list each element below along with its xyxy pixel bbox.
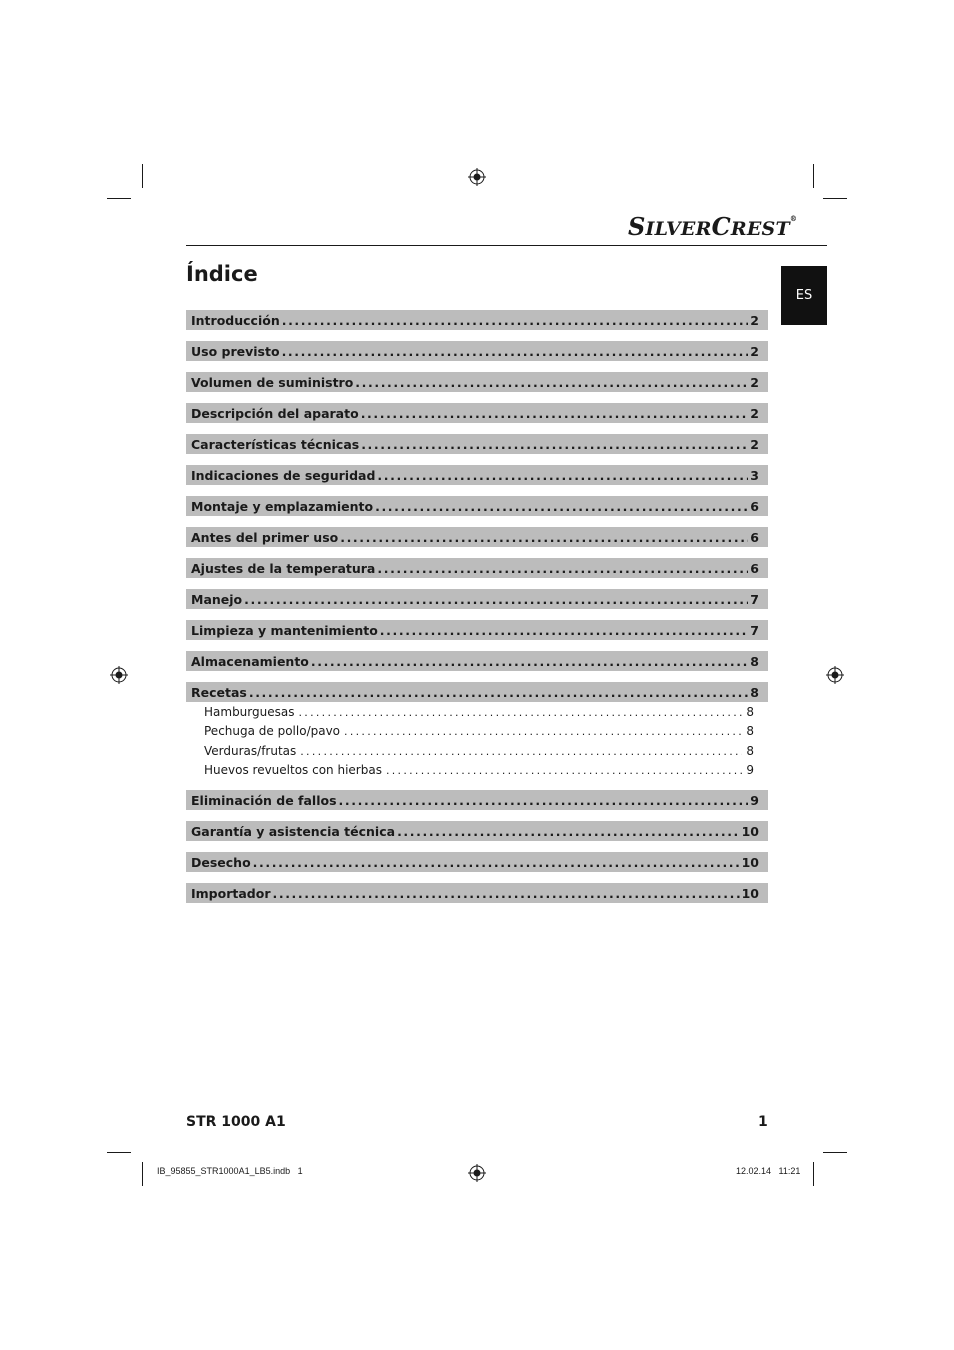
toc-entry[interactable]: Recetas ..... 8 xyxy=(186,682,768,702)
toc-entry[interactable]: Limpieza y mantenimiento ..... 7 xyxy=(186,620,768,640)
toc-entry[interactable]: Características técnicas ..... 2 xyxy=(186,434,768,454)
toc-entry[interactable]: Antes del primer uso ..... 6 xyxy=(186,527,768,547)
header-rule xyxy=(186,245,827,246)
toc-entry[interactable]: Montaje y emplazamiento ..... 6 xyxy=(186,496,768,516)
registration-mark-icon xyxy=(468,1164,486,1182)
toc-subentry[interactable]: Hamburguesas ..... 8 xyxy=(204,703,754,721)
page-number: 1 xyxy=(758,1114,768,1130)
toc-entry[interactable]: Indicaciones de seguridad ..... 3 xyxy=(186,465,768,485)
page-title: Índice xyxy=(186,262,258,286)
toc-subentry[interactable]: Huevos revueltos con hierbas ..... 9 xyxy=(204,761,754,779)
crop-mark xyxy=(823,1152,847,1153)
toc-entry[interactable]: Uso previsto ..... 2 xyxy=(186,341,768,361)
toc-entry[interactable]: Manejo ..... 7 xyxy=(186,589,768,609)
toc-subentry[interactable]: Verduras/frutas ..... 8 xyxy=(204,742,754,760)
crop-mark xyxy=(823,198,847,199)
toc-entry[interactable]: Garantía y asistencia técnica ..... 10 xyxy=(186,821,768,841)
brand-logo: SILVERCREST® xyxy=(628,212,798,241)
crop-mark xyxy=(813,164,814,188)
print-slug-date: 12.02.14 11:21 xyxy=(736,1166,801,1176)
language-tab xyxy=(781,266,827,325)
crop-mark xyxy=(142,164,143,188)
toc-entry[interactable]: Desecho ..... 10 xyxy=(186,852,768,872)
crop-mark xyxy=(107,198,131,199)
toc-entry[interactable]: Almacenamiento ..... 8 xyxy=(186,651,768,671)
toc-subentry[interactable]: Pechuga de pollo/pavo ..... 8 xyxy=(204,722,754,740)
toc-entry[interactable]: Importador ..... 10 xyxy=(186,883,768,903)
toc-entry[interactable]: Eliminación de fallos ..... 9 xyxy=(186,790,768,810)
registration-mark-icon xyxy=(468,168,486,186)
crop-mark xyxy=(142,1162,143,1186)
registration-mark-icon xyxy=(826,666,844,684)
toc-entry[interactable]: Introducción ..... 2 xyxy=(186,310,768,330)
model-number: STR 1000 A1 xyxy=(186,1114,286,1130)
print-slug-file: IB_95855_STR1000A1_LB5.indb 1 xyxy=(157,1166,303,1176)
registration-mark-icon xyxy=(110,666,128,684)
crop-mark xyxy=(813,1162,814,1186)
language-tab-label: ES xyxy=(795,288,813,303)
toc-entry[interactable]: Ajustes de la temperatura ..... 6 xyxy=(186,558,768,578)
toc-entry[interactable]: Descripción del aparato ..... 2 xyxy=(186,403,768,423)
toc-entry[interactable]: Volumen de suministro ..... 2 xyxy=(186,372,768,392)
crop-mark xyxy=(107,1152,131,1153)
